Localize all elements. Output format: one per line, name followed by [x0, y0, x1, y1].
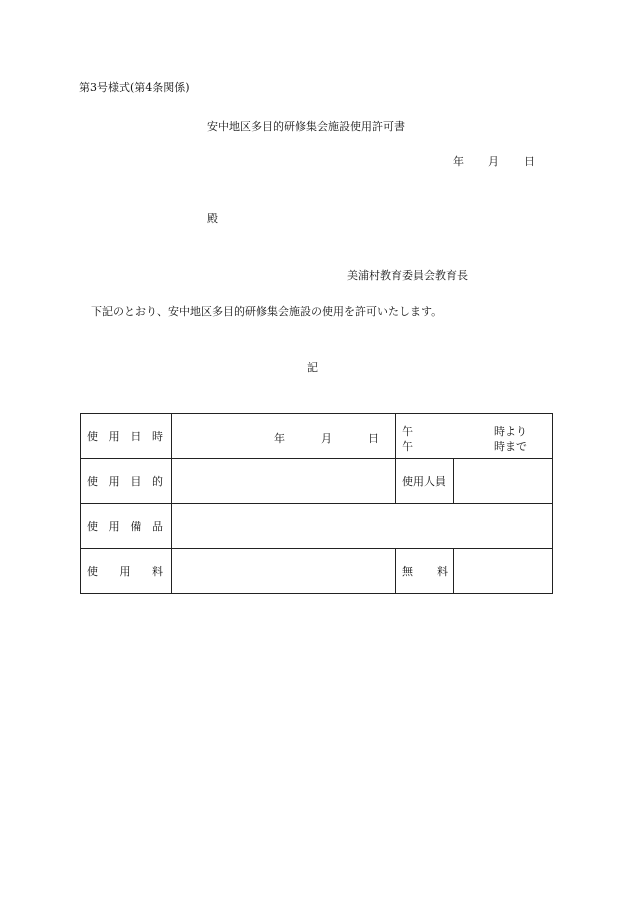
time-start-suffix: 時より [494, 425, 527, 438]
document-title: 安中地区多目的研修集会施設使用許可書 [207, 120, 405, 133]
usage-date-label-char: 時 [151, 430, 163, 443]
equipment-label-char: 品 [151, 520, 163, 533]
purpose-label-char: 使 [87, 475, 98, 488]
fee-label-char: 用 [119, 565, 131, 578]
form-number: 第3号様式(第4条関係) [79, 81, 190, 94]
free-field[interactable] [454, 549, 553, 594]
equipment-field[interactable] [172, 504, 553, 549]
usage-date-label-char: 用 [108, 430, 120, 443]
headcount-field[interactable] [454, 459, 553, 504]
fee-label-char: 使 [87, 565, 98, 578]
ki-heading: 記 [307, 361, 318, 374]
usage-date-day: 日 [368, 432, 379, 445]
usage-date-label-char: 日 [130, 430, 142, 443]
usage-date-label [81, 414, 172, 459]
headcount-label: 使用人員 [396, 459, 454, 504]
purpose-label [81, 459, 172, 504]
issue-date-year: 年 [453, 155, 464, 168]
usage-date-field[interactable] [172, 414, 396, 459]
fee-field[interactable] [172, 549, 396, 594]
body-text: 下記のとおり、安中地区多目的研修集会施設の使用を許可いたします。 [91, 305, 443, 318]
table-row-fee [81, 549, 553, 594]
usage-date-year: 年 [274, 432, 285, 445]
addressee-suffix: 殿 [207, 212, 218, 225]
purpose-label-char: 目 [130, 475, 142, 488]
time-start-gozen: 午 [402, 425, 413, 438]
usage-date-label-char: 使 [87, 430, 98, 443]
fee-label-char: 料 [152, 565, 163, 578]
purpose-label-char: 用 [108, 475, 120, 488]
equipment-label-char: 用 [108, 520, 120, 533]
free-label-char: 無 [402, 565, 413, 578]
table-row-equipment [81, 504, 553, 549]
usage-time-field[interactable] [396, 414, 553, 459]
table-row-usage-date [81, 414, 553, 459]
fee-label [81, 549, 172, 594]
purpose-label-char: 的 [151, 475, 163, 488]
time-end-gozen: 午 [402, 440, 413, 453]
issue-date-month: 月 [488, 155, 499, 168]
permit-table [80, 413, 553, 594]
time-end-suffix: 時まで [494, 440, 527, 453]
equipment-label-char: 使 [87, 520, 98, 533]
issuer-name: 美浦村教育委員会教育長 [347, 269, 468, 282]
purpose-field[interactable] [172, 459, 396, 504]
equipment-label-char: 備 [130, 520, 142, 533]
free-label-char: 料 [437, 565, 448, 578]
table-row-purpose [81, 459, 553, 504]
usage-date-month: 月 [321, 432, 332, 445]
issue-date-day: 日 [524, 155, 535, 168]
equipment-label [81, 504, 172, 549]
free-label [396, 549, 454, 594]
